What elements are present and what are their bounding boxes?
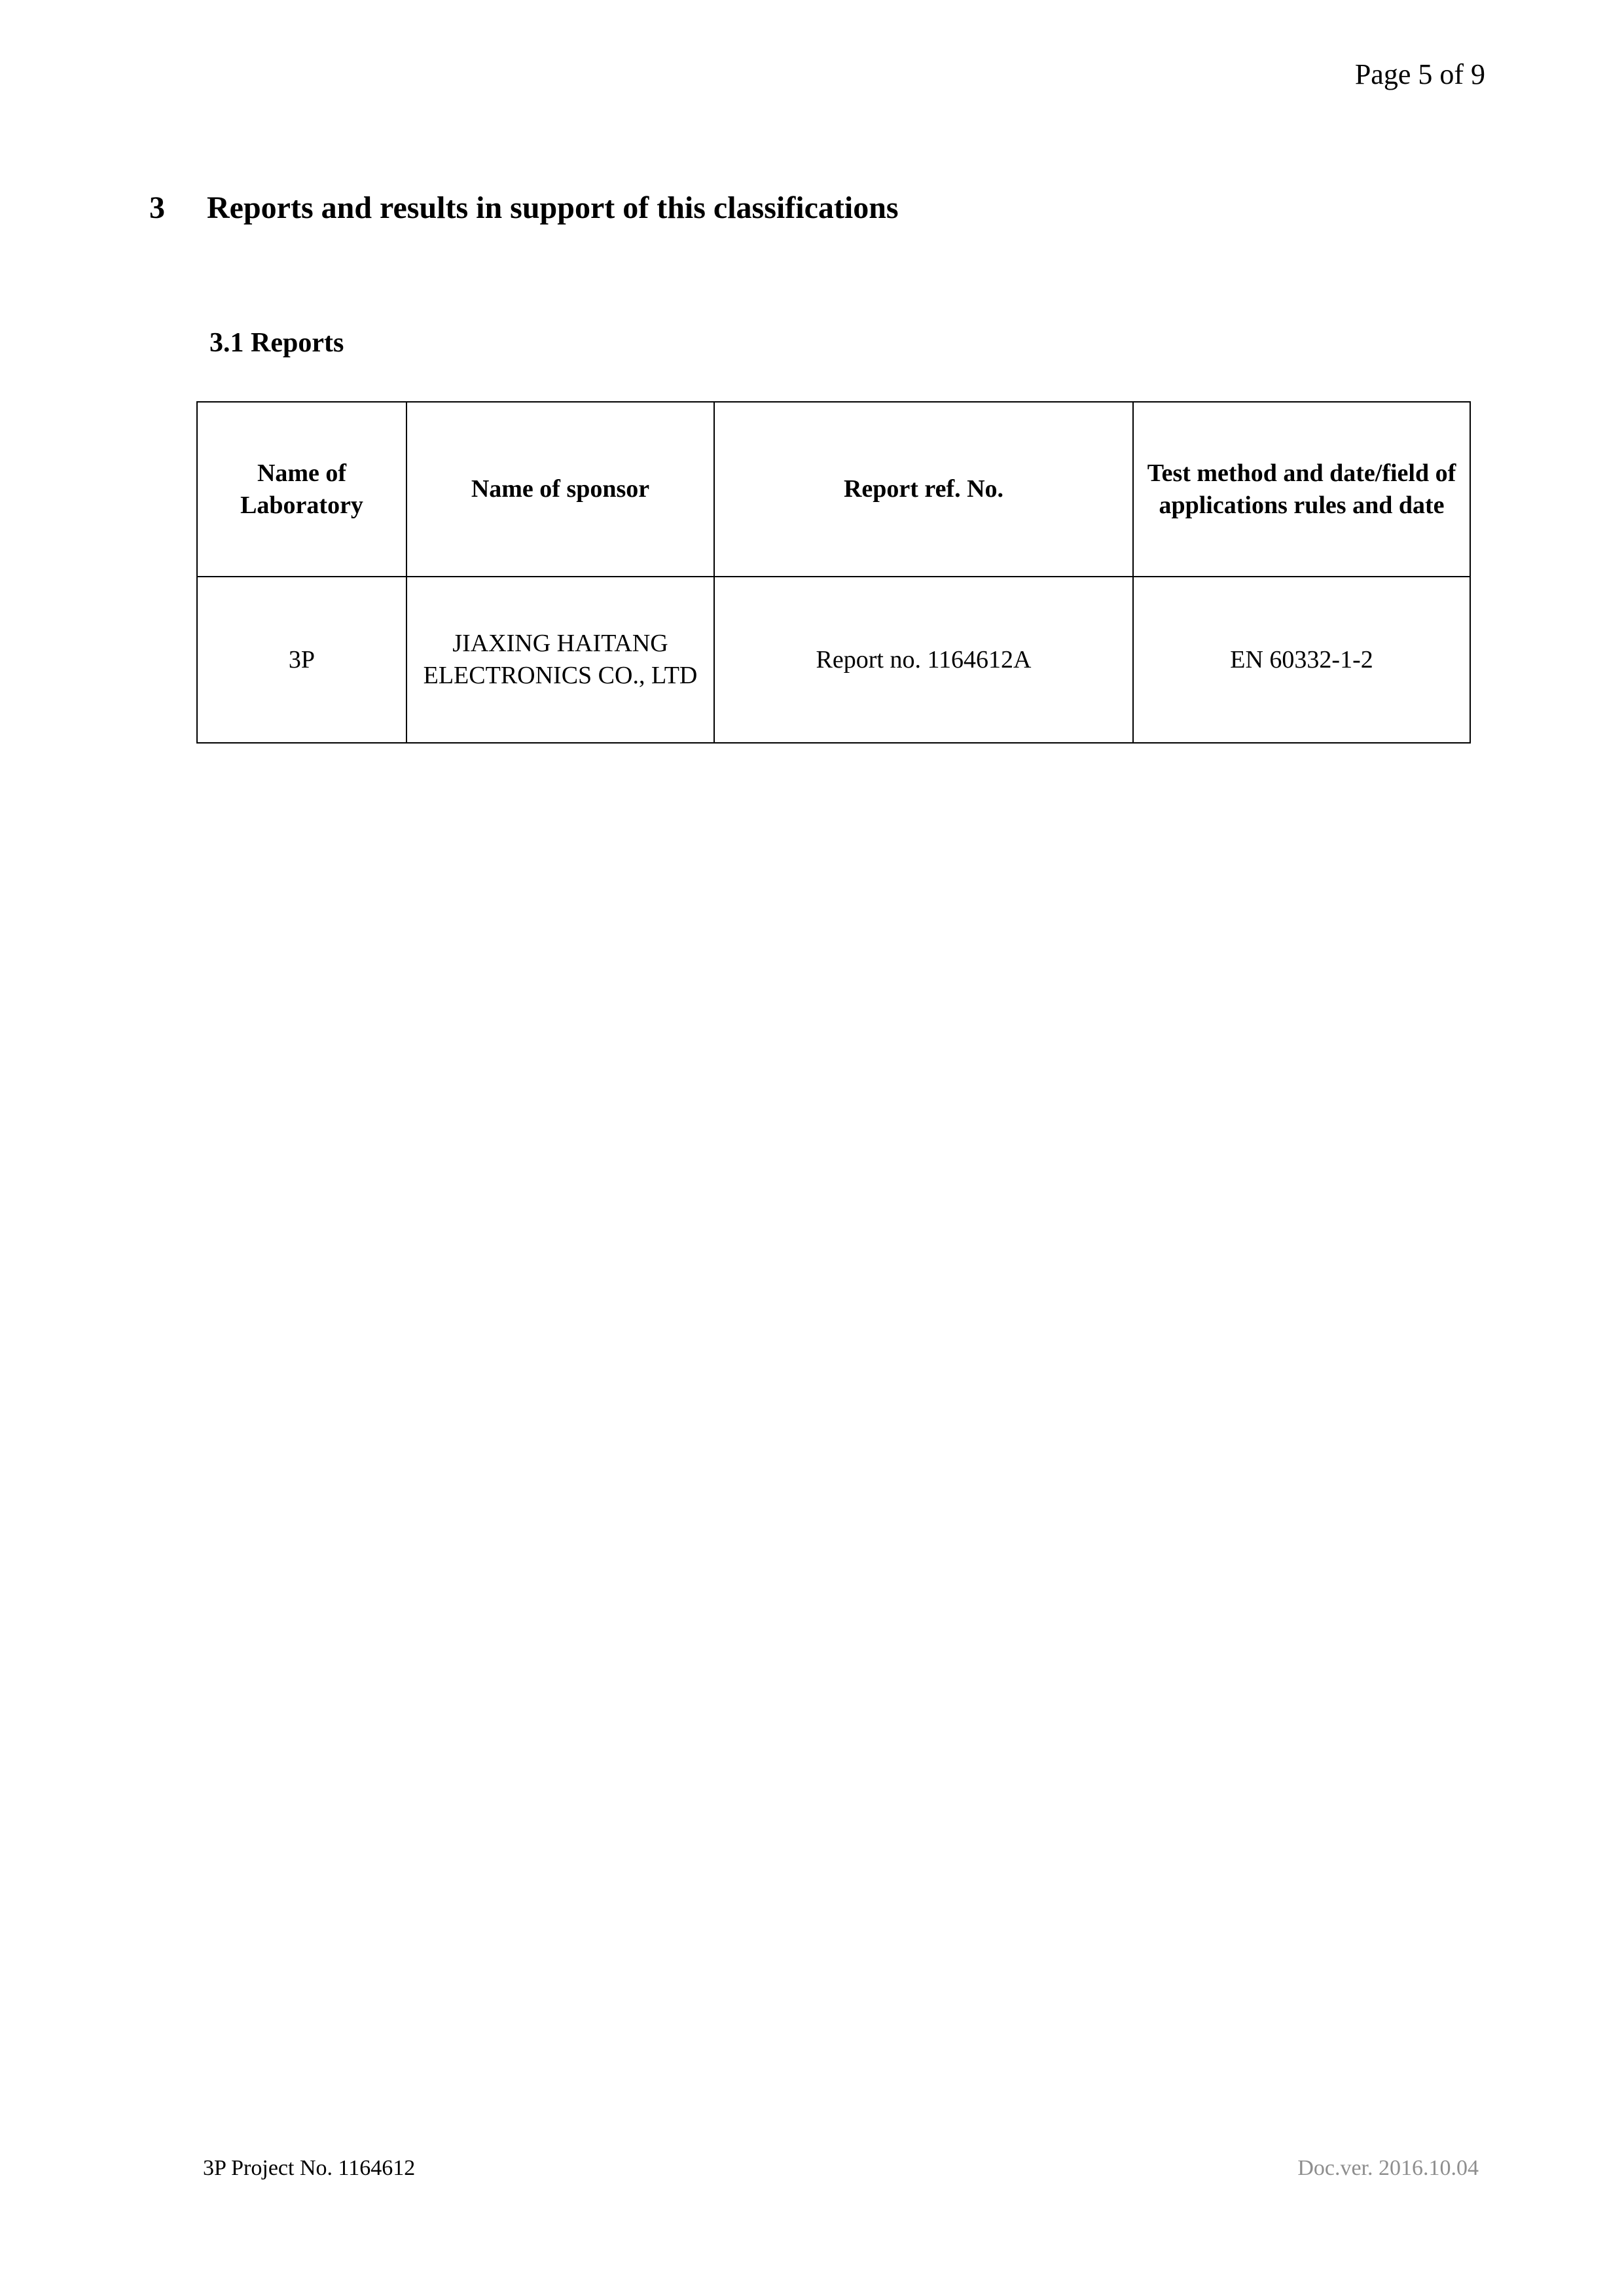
section-heading	[149, 190, 1480, 226]
section-number: 3	[149, 190, 165, 225]
page-number-indicator: Page 5 of 9	[1354, 58, 1485, 90]
subsection-heading: 3.1 Reports	[209, 328, 344, 358]
reports-table-container	[196, 401, 1470, 744]
table-row	[197, 577, 1470, 743]
cell-report-ref: Report no. 1164612A	[714, 577, 1133, 743]
cell-test-method: EN 60332-1-2	[1133, 577, 1470, 743]
section-title: Reports and results in support of this classifications	[207, 190, 899, 225]
column-header-test-method: Test method and date/field of applications rules and date	[1133, 402, 1470, 577]
table-header-row	[197, 402, 1470, 577]
column-header-sponsor: Name of sponsor	[406, 402, 714, 577]
reports-table	[196, 401, 1471, 744]
column-header-laboratory: Name of Laboratory	[197, 402, 406, 577]
footer-document-version: Doc.ver. 2016.10.04	[1297, 2156, 1479, 2180]
cell-sponsor: JIAXING HAITANG ELECTRONICS CO., LTD	[406, 577, 714, 743]
cell-laboratory: 3P	[197, 577, 406, 743]
column-header-report-ref: Report ref. No.	[714, 402, 1133, 577]
footer-project-number: 3P Project No. 1164612	[203, 2156, 416, 2180]
